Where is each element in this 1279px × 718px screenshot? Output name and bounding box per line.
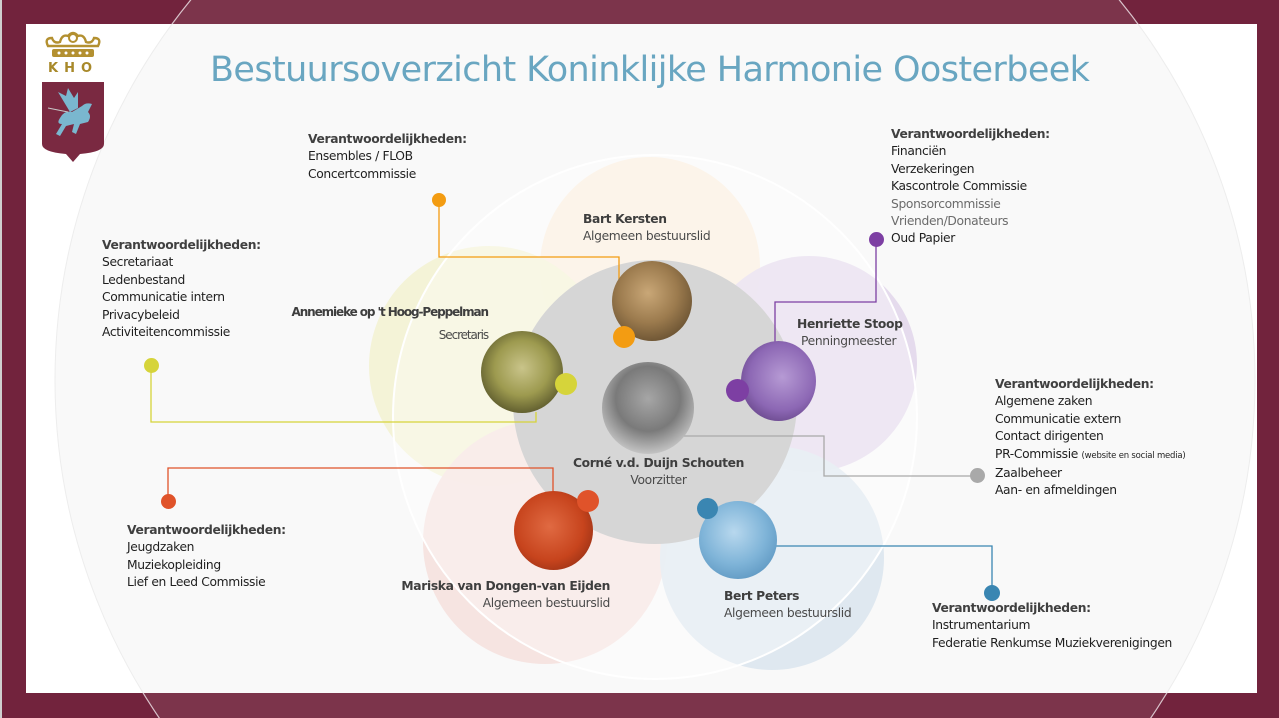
connector-dot-grey [970,468,985,483]
member-role: Secretaris [438,328,488,343]
responsibility-item: Ledenbestand [102,272,185,287]
responsibility-item: Oud Papier [891,231,955,246]
connector-lines [26,24,1257,693]
photo-henriette-stoop [741,341,816,421]
member-name: Annemieke op 't Hoog-Peppelman [291,305,488,319]
connector-dot-orange [432,193,446,207]
member-name: Corné v.d. Duijn Schouten [572,456,745,470]
responsibilities-bart [308,131,467,183]
responsibility-item: Ensembles / FLOB [308,149,413,164]
photo-annemieke [481,331,563,413]
responsibility-label: PR-Commissie [995,446,1078,461]
responsibility-item: Verzekeringen [891,161,975,176]
responsibility-note: (website en social media) [1081,450,1186,461]
member-name: Henriette Stoop [797,317,903,331]
responsibilities-annemieke [102,237,261,341]
connector-dot-blue [984,585,1000,601]
member-role: Algemeen bestuurslid [482,596,610,611]
responsibility-item: Algemene zaken [995,394,1093,409]
responsibility-item: Kascontrole Commissie [891,179,1027,194]
responsibilities-henriette [891,126,1050,248]
member-name: Bart Kersten [583,212,667,226]
connector-dot-red [161,494,176,509]
responsibilities-header: Verantwoordelijkheden: [127,523,286,537]
member-name: Bert Peters [724,589,800,603]
responsibility-item: Privacybeleid [102,307,180,322]
member-corne [566,455,751,490]
page-title: Bestuursoverzicht Koninklijke Harmonie Oosterbeek [210,50,1090,90]
responsibility-item: Aan- en afmeldingen [995,483,1117,498]
responsibility-item: Financiën [891,144,947,159]
member-role: Algemeen bestuurslid [583,229,711,244]
responsibility-item: Vrienden/Donateurs [891,214,1009,229]
logo-text: KHO [48,61,99,76]
responsibility-item: Concertcommissie [308,166,416,181]
member-dot-mariska [577,490,599,512]
responsibilities-header: Verantwoordelijkheden: [932,601,1091,615]
member-role: Algemeen bestuurslid [724,606,852,621]
member-dot-annemieke [555,373,577,395]
responsibility-item: Zaalbeheer [995,466,1062,481]
responsibility-item: Jeugdzaken [127,540,195,555]
member-bert-peters [724,588,851,623]
responsibility-item: Communicatie intern [102,290,225,305]
slide [26,24,1257,693]
member-mariska [392,578,610,613]
member-name: Mariska van Dongen-van Eijden [401,579,610,593]
member-dot-bert [697,498,718,519]
responsibility-item: Sponsorcommissie [891,196,1001,211]
connector-dot-purple [869,232,884,247]
responsibilities-bert [932,600,1172,652]
responsibility-item: Lief en Leed Commissie [127,575,266,590]
member-dot-henriette [726,379,749,402]
responsibility-item: Muziekopleiding [127,557,221,572]
responsibility-item: Communicatie extern [995,411,1122,426]
responsibility-item: Contact dirigenten [995,429,1104,444]
responsibilities-header: Verantwoordelijkheden: [102,238,261,252]
member-henriette-stoop [797,316,903,351]
photo-corne [602,362,694,454]
connector-dot-yellow [144,358,159,373]
member-role: Voorzitter [630,473,687,488]
responsibility-item [995,446,1186,465]
member-bart-kersten [583,211,710,246]
member-dot-bart [613,326,635,348]
responsibility-item: Activiteitencommissie [102,325,230,340]
responsibilities-header: Verantwoordelijkheden: [995,377,1154,391]
responsibilities-mariska [127,522,286,592]
responsibilities-header: Verantwoordelijkheden: [308,132,467,146]
member-role: Penningmeester [801,334,897,349]
responsibility-item: Federatie Renkumse Muziekverenigingen [932,635,1172,650]
responsibility-item: Secretariaat [102,255,174,270]
member-annemieke [287,304,488,345]
responsibilities-header: Verantwoordelijkheden: [891,127,1050,141]
responsibilities-corne [995,376,1186,500]
responsibility-item: Instrumentarium [932,618,1031,633]
